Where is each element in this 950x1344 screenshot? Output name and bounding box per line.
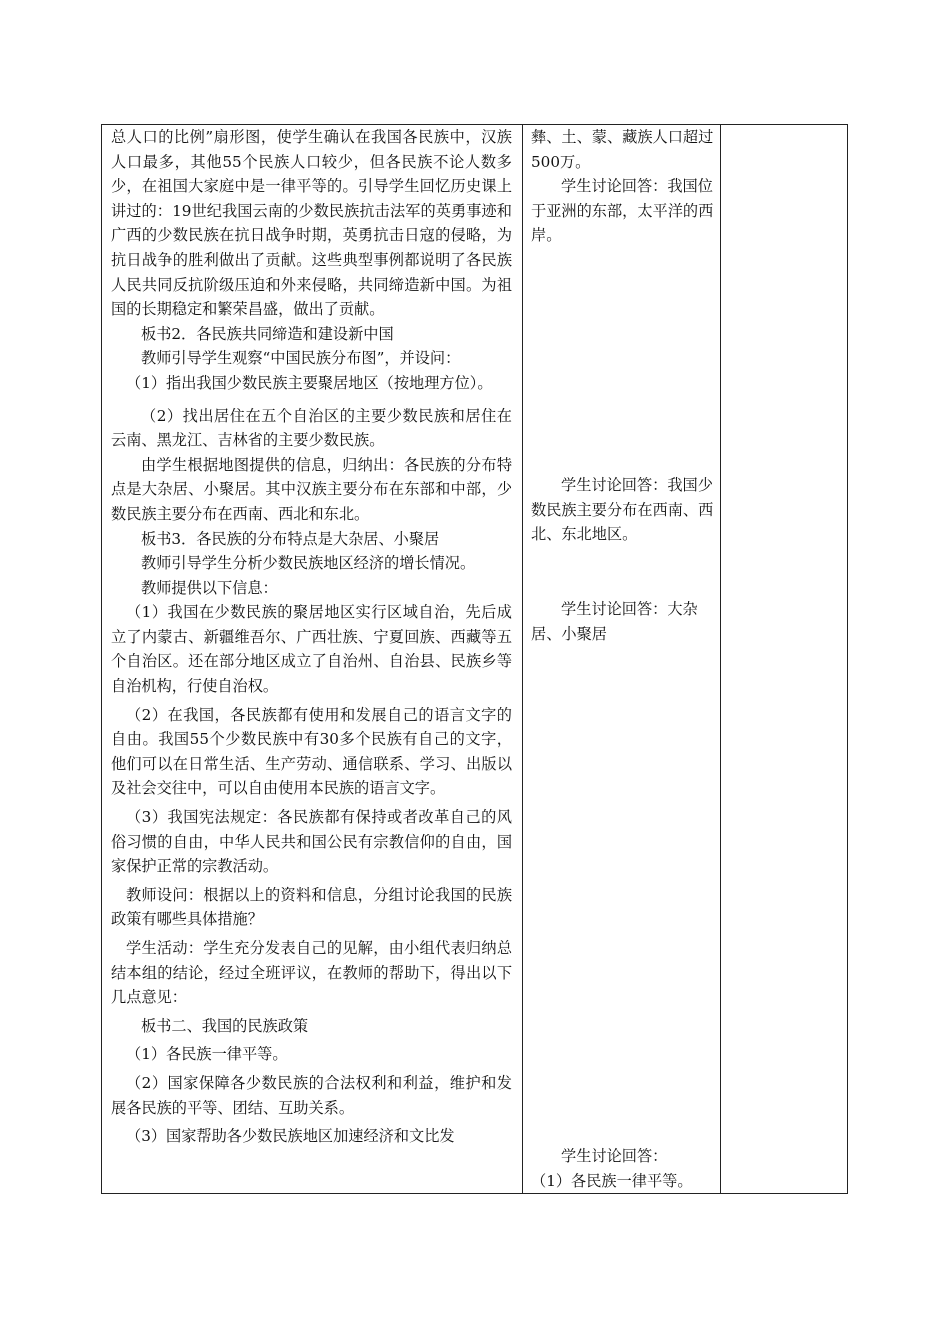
student-answer: 学生讨论回答：我国位于亚洲的东部，太平洋的西岸。 [531, 177, 714, 245]
question-item: （2）找出居住在五个自治区的主要少数民族和居住在云南、黑龙江、吉林省的主要少数民族。 [111, 406, 512, 450]
board-note: 板书二、我国的民族政策 [141, 1016, 309, 1035]
student-answer: 学生讨论回答： [561, 1147, 668, 1165]
teacher-activity-column [102, 125, 523, 1193]
student-answer: 学生讨论回答：我国少数民族主要分布在西南、西北、东北地区。 [531, 476, 714, 544]
board-note: 板书2．各民族共同缔造和建设新中国 [141, 324, 394, 343]
paragraph: 教师引导学生观察“中国民族分布图”，并设问： [141, 349, 461, 368]
policy-item: （3）国家帮助各少数民族地区加速经济和文比发 [126, 1127, 455, 1146]
policy-item: （2）国家保障各少数民族的合法权利和利益，维护和发展各民族的平等、团结、互助关系。 [111, 1073, 512, 1117]
paragraph: 教师设问：根据以上的资料和信息，分组讨论我国的民族政策有哪些具体措施？ [111, 885, 512, 929]
question-item: （1）指出我国少数民族主要聚居地区（按地理方位）。 [126, 373, 493, 392]
notes-column [721, 125, 847, 1193]
student-answer-block [531, 1144, 714, 1193]
paragraph: 教师提供以下信息： [141, 578, 278, 597]
board-note: 板书3．各民族的分布特点是大杂居、小聚居 [141, 529, 440, 548]
info-item: （2）在我国，各民族都有使用和发展自己的语言文字的自由。我国55个少数民族中有30多个民族有自己的文字，他们可以在日常生活、生产劳动、通信联系、学习、出版以及社会交往中，可以自由使用本民族的语言文字。 [111, 705, 512, 798]
lesson-plan-table [101, 124, 848, 1194]
student-answer-block [531, 125, 714, 248]
student-activity-column [523, 125, 721, 1193]
student-answer-block [531, 473, 714, 547]
policy-item: （1）各民族一律平等。 [126, 1045, 288, 1064]
info-item: （1）我国在少数民族的聚居地区实行区域自治，先后成立了内蒙古、新疆维吾尔、广西壮族、宁夏回族、西藏等五个自治区。还在部分地区成立了自治州、自治县、民族乡等自治机构，行使自治权。 [111, 603, 512, 696]
student-answer: 彝、土、蒙、藏族人口超过500万。 [531, 128, 714, 171]
paragraph: 由学生根据地图提供的信息，归纳出：各民族的分布特点是大杂居、小聚居。其中汉族主要分布在东部和中部，少数民族主要分布在西南、西北和东北。 [111, 455, 512, 523]
student-answer-block [531, 597, 714, 646]
paragraph: 总人口的比例”扇形图，使学生确认在我国各民族中，汉族人口最多，其他55个民族人口较少，但各民族不论人数多少，在祖国大家庭中是一律平等的。引导学生回忆历史课上讲过的：19世纪我国云南的少数民族抗击法军的英勇事迹和广西的少数民族在抗日战争时期，英勇抗击日寇的侵略，为抗日战争的胜利做出了贡献。这些典型事例都说明了各民族人民共同反抗阶级压迫和外来侵略，共同缔造新中国。为祖国的长期稳定和繁荣昌盛，做出了贡献。 [111, 128, 512, 319]
student-answer: 学生讨论回答：大杂居、小聚居 [531, 600, 698, 643]
paragraph: 教师引导学生分析少数民族地区经济的增长情况。 [141, 554, 476, 573]
paragraph: 学生活动：学生充分发表自己的见解，由小组代表归纳总结本组的结论，经过全班评议，在教师的帮助下，得出以下几点意见： [111, 939, 512, 1007]
student-answer: （1）各民族一律平等。 [531, 1171, 693, 1190]
info-item: （3）我国宪法规定：各民族都有保持或者改革自己的风俗习惯的自由，中华人民共和国公民有宗教信仰的自由，国家保护正常的宗教活动。 [111, 808, 512, 876]
